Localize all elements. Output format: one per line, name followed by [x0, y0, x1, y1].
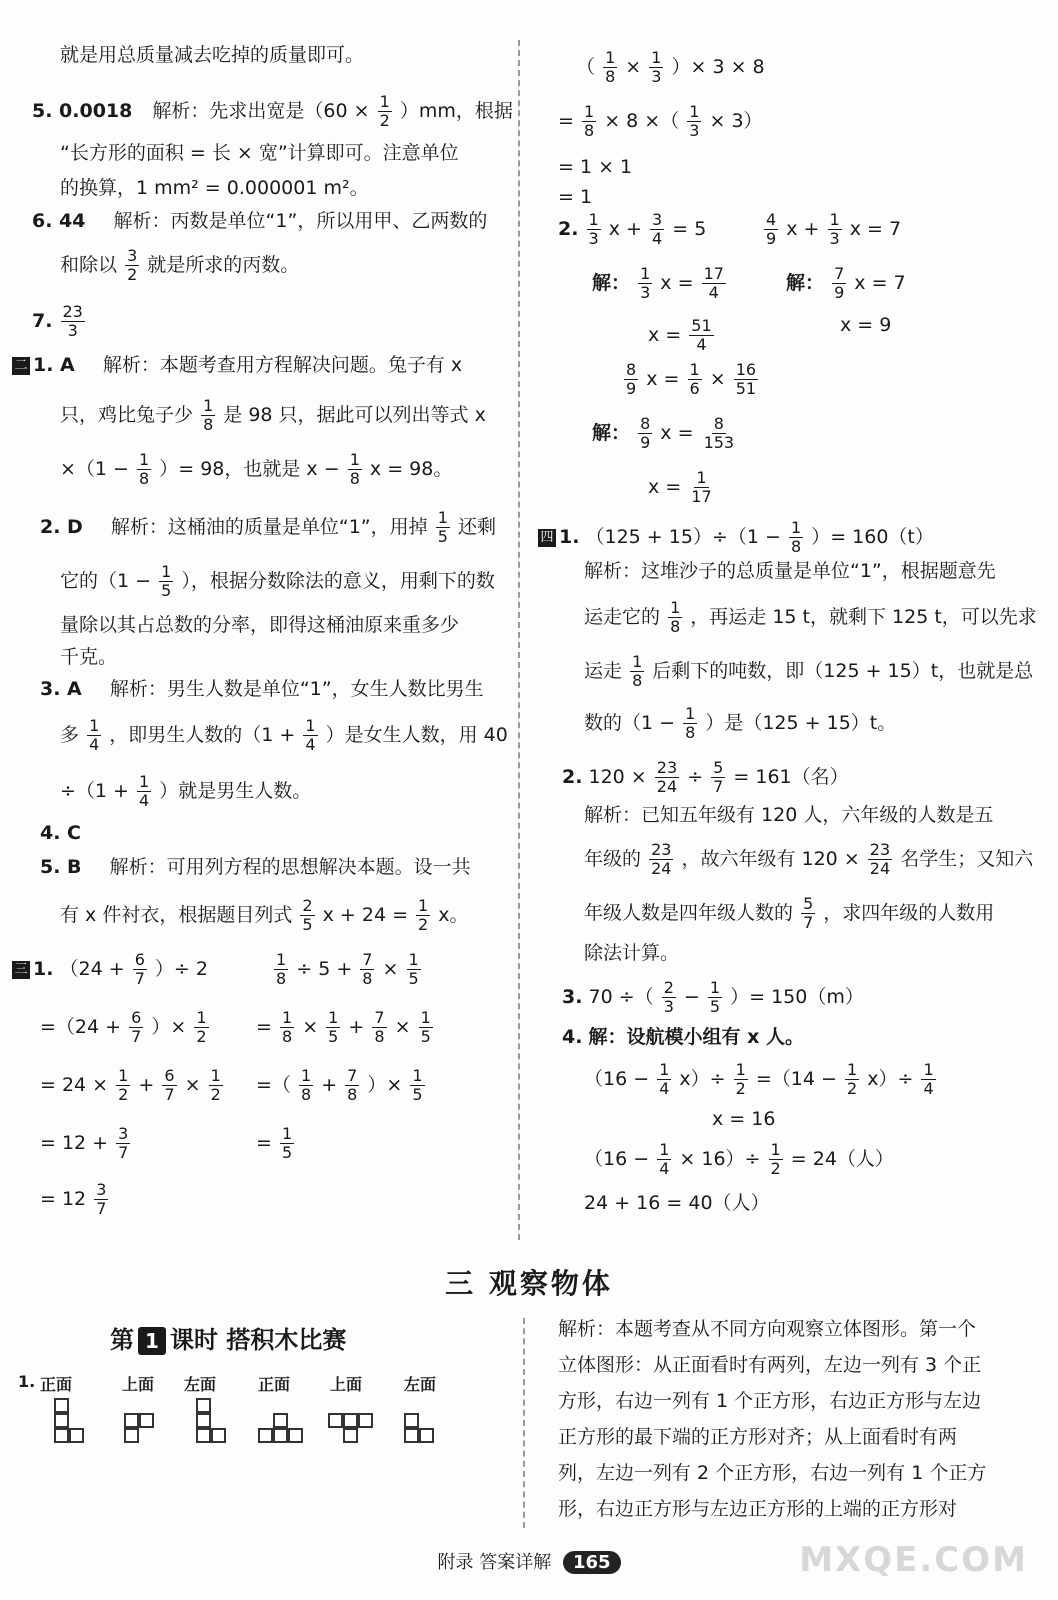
section4-q3 — [562, 980, 864, 1015]
fraction: $\frac{1}{3}$ — [640, 264, 651, 302]
q-number: 5. 0.0018 — [32, 100, 133, 122]
fraction: $\frac{23}{24}$ — [651, 840, 672, 878]
text: 解：设航模小组有 x 人。 — [588, 1026, 804, 1048]
text: 就是所求的丙数。 — [147, 254, 300, 276]
text: 第 — [110, 1326, 134, 1354]
section3-calc-a-r1 — [12, 952, 208, 987]
text-line: 解析：本题考查从不同方向观察立体图形。第一个 — [558, 1318, 977, 1340]
text: x = 7 — [854, 272, 906, 294]
text: =（14 − — [755, 1068, 837, 1090]
fraction: $\frac{1}{8}$ — [349, 450, 360, 488]
fraction: $\frac{1}{8}$ — [203, 396, 214, 434]
q-number: 2. D — [40, 516, 83, 538]
text: × — [709, 368, 726, 390]
text: ）× — [367, 1074, 403, 1096]
fraction: $\frac{1}{2}$ — [846, 1060, 858, 1098]
watermark: MXQE.COM — [799, 1540, 1028, 1580]
text: × 3） — [709, 110, 763, 132]
calc-a-r3 — [40, 1068, 225, 1103]
fraction: $\frac{5}{7}$ — [713, 758, 724, 796]
text: 解析：丙数是单位“1”，所以用甲、乙两数的 — [113, 210, 488, 232]
text-line: 方形，右边一列有 1 个正方形，右边正方形与左边 — [558, 1390, 982, 1412]
fraction: $\frac{1}{8}$ — [685, 704, 696, 742]
fraction: $\frac{6}{7}$ — [134, 950, 145, 988]
text-line: 列，左边一列有 2 个正方形，右边一列有 1 个正方 — [558, 1462, 987, 1484]
text: x + — [786, 218, 820, 240]
fraction: $\frac{1}{8}$ — [300, 1066, 312, 1104]
section-mark: 四 — [538, 529, 556, 547]
text-line — [584, 1062, 938, 1097]
text: ，求四年级的人数用 — [823, 902, 995, 924]
view-label-left-2: 左面 — [404, 1375, 437, 1394]
fraction: $\frac{1}{2}$ — [735, 1060, 746, 1098]
fraction: $\frac{3}{7}$ — [118, 1124, 129, 1162]
text-line: 除法计算。 — [584, 942, 680, 964]
view-label-front-1: 正面 — [40, 1375, 73, 1394]
view-label-left-1: 左面 — [184, 1375, 217, 1394]
text: x + 24 = — [322, 904, 408, 926]
text: ），根据分数除法的意义，用剩下的数 — [181, 570, 495, 592]
calc-a-r5 — [40, 1182, 110, 1217]
text: x = — [660, 272, 694, 294]
q-number: 3. — [562, 986, 583, 1008]
fraction: $\frac{1}{8}$ — [605, 48, 616, 86]
equation-left-r6 — [648, 470, 716, 505]
text-line — [584, 842, 1033, 877]
text-line: 的换算，1 mm² = 0.000001 m²。 — [60, 177, 369, 199]
text: 它的（1 − — [60, 570, 152, 592]
text: （24 + — [59, 958, 125, 980]
text-line — [584, 600, 1037, 635]
fraction: $\frac{1}{4}$ — [923, 1060, 934, 1098]
text-line: 形，右边正方形与左边正方形的上端的正方形对 — [558, 1498, 958, 1520]
view-label-top-1: 上面 — [122, 1375, 155, 1394]
fraction: $\frac{17}{4}$ — [703, 264, 724, 302]
fraction: $\frac{1}{4}$ — [89, 716, 100, 754]
text: 解： — [786, 272, 825, 294]
text: ）× — [151, 1016, 187, 1038]
fraction: $\frac{1}{5}$ — [328, 1008, 339, 1046]
text: 名学生；又知六 — [900, 848, 1034, 870]
text: =（ — [256, 1074, 291, 1096]
q-number: 3. A — [40, 678, 82, 700]
section4-q2 — [562, 760, 849, 795]
text: = 5 — [672, 218, 707, 240]
view-label-top-2: 上面 — [330, 1375, 363, 1394]
text: × — [625, 56, 642, 78]
q-number: 7. — [32, 310, 53, 332]
text: 多 — [60, 724, 80, 746]
fraction: $\frac{1}{4}$ — [139, 772, 150, 810]
text: ）× 3 × 8 — [671, 56, 765, 78]
page-number: 165 — [563, 1551, 621, 1574]
fraction: $\frac{1}{2}$ — [770, 1140, 781, 1178]
fraction: $\frac{7}{9}$ — [834, 264, 845, 302]
text-line — [60, 718, 508, 753]
text: 后剩下的吨数，即（125 + 15）t，也就是总 — [652, 660, 1034, 682]
q-number: 1. — [559, 526, 580, 548]
q-number: 4. — [562, 1026, 583, 1048]
fraction: $\frac{16}{51}$ — [735, 360, 757, 398]
text: ）= 160（t） — [811, 526, 934, 548]
text: × — [184, 1074, 201, 1096]
equation-left-r1 — [558, 212, 706, 247]
q-number: 5. B — [40, 856, 82, 878]
text: 解析：先求出宽是（60 × — [152, 100, 370, 122]
text: 解析：可用列方程的思想解决本题。设一共 — [109, 856, 471, 878]
text: × — [382, 958, 399, 980]
text: =（24 + — [40, 1016, 122, 1038]
q-number: 2. — [562, 766, 583, 788]
fraction: $\frac{7}{8}$ — [347, 1066, 358, 1104]
fraction: $\frac{1}{8}$ — [276, 950, 287, 988]
fraction: $\frac{1}{8}$ — [139, 450, 150, 488]
text: 数的（1 − — [584, 712, 676, 734]
section2-q4: 4. C — [40, 822, 81, 844]
text: = — [256, 1016, 272, 1038]
text-line: 立体图形：从正面看时有两列，左边一列有 3 个正 — [558, 1354, 982, 1376]
text: 年级人数是四年级人数的 — [584, 902, 794, 924]
text-line: 正方形的最下端的正方形对齐；从上面看时有两 — [558, 1426, 958, 1448]
fraction: $\frac{23}{24}$ — [869, 840, 891, 878]
text: 解析：本题考查用方程解决问题。兔子有 x — [102, 354, 463, 376]
q-number: 1. A — [33, 354, 75, 376]
text-line — [60, 564, 495, 599]
text: 和除以 — [60, 254, 118, 276]
text: 120 × — [588, 766, 647, 788]
lesson-number-badge: 1 — [138, 1327, 166, 1355]
text-line — [584, 896, 994, 931]
text: ÷ — [687, 766, 704, 788]
text: − — [683, 986, 700, 1008]
text: = — [256, 1132, 272, 1154]
calc-b-r4 — [256, 1126, 296, 1161]
section2-q2 — [40, 510, 496, 545]
fraction: $\frac{1}{2}$ — [196, 1008, 207, 1046]
fraction: $\frac{1}{5}$ — [161, 562, 172, 600]
column-divider-lower — [523, 1318, 525, 1528]
fraction: $\frac{6}{7}$ — [164, 1066, 175, 1104]
fraction: $\frac{7}{8}$ — [374, 1008, 385, 1046]
text: x = — [646, 368, 680, 390]
text: = — [558, 110, 574, 132]
chapter-title: 三 观察物体 — [445, 1267, 613, 1300]
text-line: 就是用总质量减去吃掉的质量即可。 — [60, 44, 365, 66]
text: ）= 150（m） — [730, 986, 864, 1008]
fraction: $\frac{1}{5}$ — [412, 1066, 423, 1104]
text: ）是女生人数，用 40 — [325, 724, 508, 746]
fraction: $\frac{1}{5}$ — [420, 1008, 431, 1046]
view-label-front-2: 正面 — [258, 1375, 291, 1394]
text: = 12 — [40, 1188, 87, 1210]
fraction: $\frac{23}{24}$ — [656, 758, 678, 796]
text: 只，鸡比兔子少 — [60, 404, 194, 426]
text: 年级的 — [584, 848, 642, 870]
calc-b-r3 — [256, 1068, 427, 1103]
section2-q5 — [40, 854, 471, 881]
text: x。 — [438, 904, 469, 926]
text: × 16）÷ — [679, 1148, 761, 1170]
text: 解析：这桶油的质量是单位“1”，用掉 — [110, 516, 428, 538]
fraction: $\frac{1}{5}$ — [281, 1124, 293, 1162]
equation-left-r2 — [592, 266, 728, 301]
text: + — [321, 1074, 338, 1096]
text-line: 24 + 16 = 40（人） — [584, 1192, 770, 1214]
calc-c-r1 — [576, 50, 765, 85]
text-line: 解析：这堆沙子的总质量是单位“1”，根据题意先 — [584, 560, 996, 582]
fraction: $\frac{1}{8}$ — [670, 598, 681, 636]
text: ）是（125 + 15）t。 — [705, 712, 897, 734]
fraction: $\frac{7}{8}$ — [362, 950, 373, 988]
calc-c-r2 — [558, 104, 763, 139]
text: 还剩 — [457, 516, 496, 538]
text: ，再运走 15 t，就剩下 125 t，可以先求 — [690, 606, 1037, 628]
q-number: 2. — [558, 218, 579, 240]
text: （125 + 15）÷（1 − — [585, 526, 781, 548]
equation-right-r1 — [762, 212, 901, 247]
fraction: $\frac{6}{7}$ — [131, 1008, 142, 1046]
text: x）÷ — [679, 1068, 726, 1090]
text: ）mm，根据 — [399, 100, 513, 122]
text: 课时 搭积木比赛 — [170, 1326, 347, 1354]
text-line: x = 16 — [712, 1108, 776, 1130]
calc-b-r2 — [256, 1010, 435, 1045]
text: = 24（人） — [790, 1148, 894, 1170]
fraction: $\frac{3}{7}$ — [96, 1180, 107, 1218]
equation-left-r5 — [592, 416, 738, 451]
text: ，故六年级有 120 × — [681, 848, 860, 870]
text: ）就是男生人数。 — [159, 780, 312, 802]
text-line — [584, 1142, 894, 1177]
fraction: $\frac{8}{9}$ — [640, 414, 651, 452]
section4-q4 — [562, 1024, 804, 1051]
text: 解析：男生人数是单位“1”，女生人数比男生 — [109, 678, 484, 700]
section-mark: 三 — [12, 961, 30, 979]
fraction: $\frac{1}{3}$ — [689, 102, 700, 140]
text-line: 千克。 — [60, 646, 118, 668]
text: ）= 98，也就是 x − — [159, 458, 340, 480]
calc-c-r3: = 1 × 1 — [558, 156, 633, 178]
fraction: $\frac{1}{2}$ — [118, 1066, 129, 1104]
text: ÷ 5 + — [296, 958, 353, 980]
fraction: $\frac{4}{9}$ — [766, 210, 777, 248]
text: x = — [660, 422, 694, 444]
text: = 12 + — [40, 1132, 109, 1154]
text: （ — [576, 56, 596, 78]
text: 运走 — [584, 660, 623, 682]
calc-a-r4 — [40, 1126, 132, 1161]
section-mark: 二 — [12, 357, 30, 375]
section2-q1 — [12, 352, 462, 379]
calc-b-r1 — [272, 952, 423, 987]
calc-c-r4: = 1 — [558, 186, 593, 208]
fraction: $\frac{1}{4}$ — [305, 716, 316, 754]
text-line: 解析：已知五年级有 120 人，六年级的人数是五 — [584, 804, 994, 826]
text: = 24 × — [40, 1074, 109, 1096]
text-line: “长方形的面积 = 长 × 宽”计算即可。注意单位 — [60, 142, 459, 164]
text: x = 98。 — [369, 458, 453, 480]
text: x = — [648, 476, 682, 498]
text: ）÷ 2 — [154, 958, 208, 980]
fraction: $\frac{1}{3}$ — [588, 210, 599, 248]
text: （16 − — [584, 1068, 650, 1090]
fraction: $\frac{1}{2}$ — [418, 896, 429, 934]
text: × 8 ×（ — [604, 110, 680, 132]
footer-label: 附录 答案详解 — [437, 1552, 552, 1573]
answer-q5 — [32, 94, 513, 129]
fraction: $\frac{3}{2}$ — [127, 246, 138, 284]
text: ×（1 − — [60, 458, 129, 480]
q-number: 6. 44 — [32, 210, 86, 232]
text-line: 量除以其占总数的分率，即得这桶油原来重多少 — [60, 614, 460, 636]
equation-right-r2 — [786, 266, 906, 301]
section2-q3 — [40, 676, 484, 703]
fraction: $\frac{8}{9}$ — [626, 360, 637, 398]
text: x + — [608, 218, 642, 240]
text: 解： — [592, 272, 631, 294]
text: x）÷ — [867, 1068, 914, 1090]
fraction: $\frac{1}{5}$ — [408, 950, 419, 988]
section4-q1 — [538, 520, 934, 555]
calc-a-r2 — [40, 1010, 211, 1045]
text-line — [60, 398, 486, 433]
fraction: $\frac{23}{3}$ — [62, 302, 83, 340]
text: 运走它的 — [584, 606, 661, 628]
fraction: $\frac{5}{7}$ — [803, 894, 814, 932]
answer-q7 — [32, 304, 87, 339]
text: 有 x 件衬衣，根据题目列式 — [60, 904, 293, 926]
text: x = 7 — [849, 218, 902, 240]
text: 解： — [592, 422, 631, 444]
column-divider — [518, 40, 520, 1240]
text: （16 − — [584, 1148, 650, 1170]
text-line — [60, 452, 452, 487]
text-line — [60, 898, 469, 933]
fraction: $\frac{1}{8}$ — [632, 652, 643, 690]
fraction: $\frac{1}{2}$ — [379, 92, 390, 130]
text: × — [302, 1016, 319, 1038]
text: = 161（名） — [733, 766, 849, 788]
answer-q6-cont — [60, 248, 299, 283]
fraction: $\frac{1}{8}$ — [281, 1008, 293, 1046]
fraction: $\frac{1}{5}$ — [709, 978, 721, 1016]
text: x = — [648, 324, 682, 346]
text-line — [584, 706, 896, 741]
fraction: $\frac{1}{3}$ — [829, 210, 840, 248]
equation-left-r4 — [622, 362, 760, 397]
fraction: $\frac{2}{3}$ — [663, 978, 674, 1016]
fraction: $\frac{2}{5}$ — [302, 896, 313, 934]
q-number: 1. — [18, 1372, 36, 1391]
fraction: $\frac{1}{4}$ — [659, 1140, 670, 1178]
text: × — [394, 1016, 411, 1038]
text: + — [138, 1074, 155, 1096]
fraction: $\frac{3}{4}$ — [652, 210, 663, 248]
fraction: $\frac{1}{2}$ — [210, 1066, 221, 1104]
text: ，即男生人数的（1 + — [109, 724, 296, 746]
lesson-title — [110, 1320, 346, 1355]
fraction: $\frac{1}{6}$ — [689, 360, 700, 398]
equation-left-r3 — [648, 318, 716, 353]
fraction: $\frac{1}{17}$ — [691, 468, 712, 506]
answer-q6 — [32, 208, 487, 235]
text: 是 98 只，据此可以列出等式 x — [223, 404, 486, 426]
q-number: 1. — [33, 958, 54, 980]
fraction: $\frac{1}{8}$ — [583, 102, 595, 140]
fraction: $\frac{51}{4}$ — [691, 316, 712, 354]
fraction: $\frac{1}{4}$ — [659, 1060, 670, 1098]
text-line — [60, 774, 311, 809]
fraction: $\frac{8}{153}$ — [703, 414, 735, 452]
fraction: $\frac{1}{8}$ — [790, 518, 802, 556]
equation-right-r3: x = 9 — [840, 314, 892, 336]
text: + — [348, 1016, 365, 1038]
text: ÷（1 + — [60, 780, 129, 802]
fraction: $\frac{1}{5}$ — [437, 508, 448, 546]
text: 70 ÷（ — [588, 986, 654, 1008]
fraction: $\frac{1}{3}$ — [651, 48, 662, 86]
text-line — [584, 654, 1033, 689]
